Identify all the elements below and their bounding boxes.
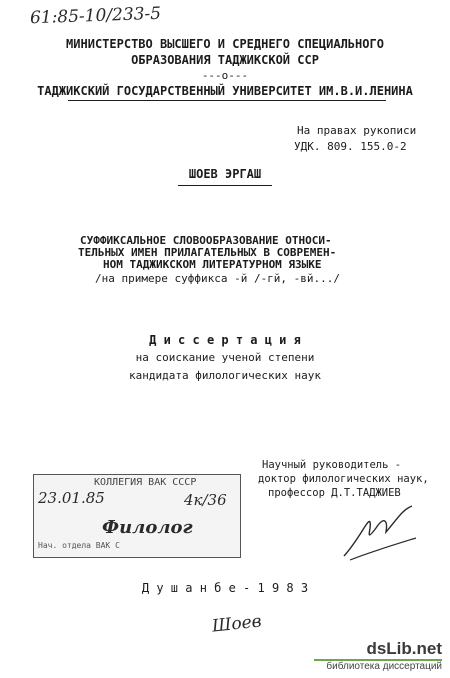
- title-line-4: /на примере суффикса -й /-гй, -вй.../: [95, 272, 341, 285]
- dslib-brand: [314, 639, 442, 659]
- rights-label: На правах рукописи: [297, 124, 417, 137]
- city-year: Д у ш а н б е - 1 9 8 3: [141, 581, 309, 595]
- ministry-line-1: МИНИСТЕРСТВО ВЫСШЕГО И СРЕДНЕГО СПЕЦИАЛЬНОГО: [66, 37, 384, 51]
- author-signature: Шоев: [211, 611, 263, 637]
- ministry-separator: ---о---: [201, 69, 249, 82]
- dissertation-line-2: на соискание ученой степени: [135, 351, 315, 364]
- supervisor-line-1: Научный руководитель -: [262, 459, 402, 471]
- dslib-brand-text: dsLib.net: [366, 639, 442, 658]
- university-underline: [68, 100, 386, 101]
- title-line-2: ТЕЛЬНЫХ ИМЕН ПРИЛАГАТЕЛЬНЫХ В СОВРЕМЕН-: [78, 246, 337, 259]
- supervisor-line-3: профессор Д.Т.ТАДЖИЕВ: [268, 487, 401, 499]
- dslib-watermark: [314, 639, 442, 672]
- stamp-footer: Нач. отдела ВАК С: [38, 541, 120, 550]
- stamp-date: 23.01.85: [38, 489, 105, 507]
- ministry-line-2: ОБРАЗОВАНИЯ ТАДЖИКСКОЙ ССР: [131, 53, 319, 67]
- stamp-number: 4к/36: [184, 491, 227, 509]
- title-line-3: НОМ ТАДЖИКСКОМ ЛИТЕРАТУРНОМ ЯЗЫКЕ: [103, 258, 322, 271]
- dslib-caption: библиотека диссертаций: [314, 659, 442, 672]
- stamp-department: Филолог: [102, 517, 193, 538]
- university-name: ТАДЖИКСКИЙ ГОСУДАРСТВЕННЫЙ УНИВЕРСИТЕТ ИМ.В.И.ЛЕНИНА: [37, 84, 413, 98]
- archive-code: 61:85-10/233-5: [29, 3, 162, 29]
- stamp-header: КОЛЛЕГИЯ ВАК СССР: [94, 477, 197, 488]
- supervisor-line-2: доктор филологических наук,: [258, 473, 429, 485]
- author-underline: [178, 185, 272, 186]
- title-line-1: СУФФИКСАЛЬНОЕ СЛОВООБРАЗОВАНИЕ ОТНОСИ-: [80, 234, 332, 247]
- author-name: ШОЕВ ЭРГАШ: [188, 167, 262, 181]
- udk-code: УДК. 809. 155.0-2: [294, 140, 407, 153]
- supervisor-signature: [340, 498, 420, 568]
- vak-stamp: [33, 474, 241, 558]
- dissertation-line-3: кандидата филологических наук: [128, 369, 322, 382]
- dissertation-heading: Д и с с е р т а ц и я: [149, 333, 301, 347]
